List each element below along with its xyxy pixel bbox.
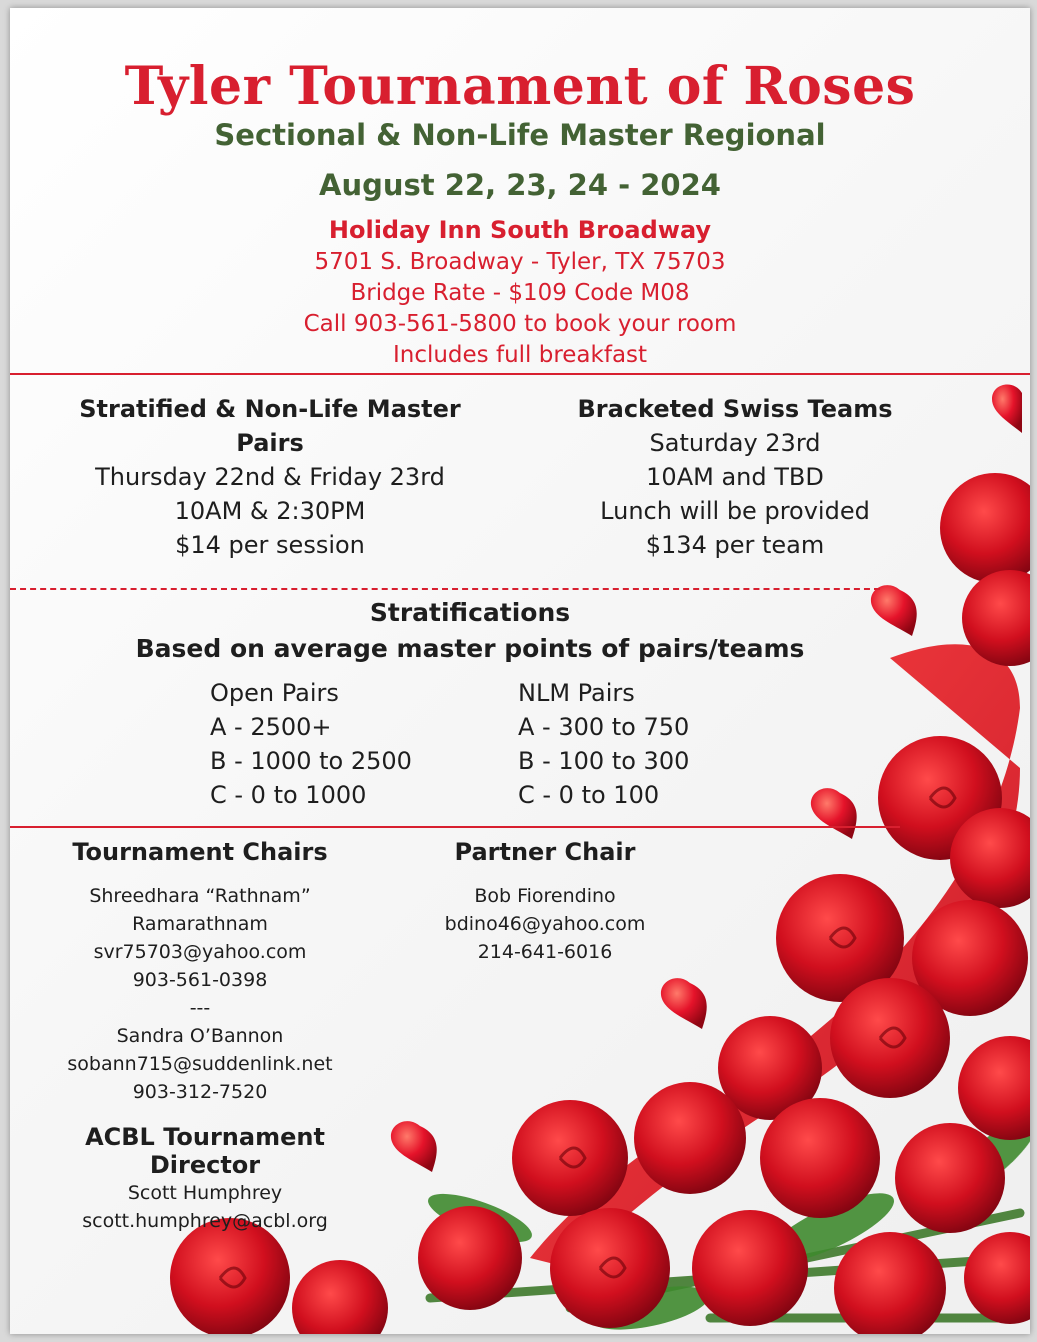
chair1-phone: 903-561-0398 bbox=[132, 969, 268, 991]
nlm-strat-c: C - 0 to 100 bbox=[518, 781, 660, 809]
partner-chair bbox=[410, 838, 680, 966]
pairs-days: Thursday 22nd & Friday 23rd bbox=[95, 463, 445, 491]
nlm-pairs-strats bbox=[518, 676, 689, 812]
pairs-event bbox=[40, 392, 500, 562]
teams-times: 10AM and TBD bbox=[646, 463, 824, 491]
stratifications-title: Stratifications bbox=[369, 598, 571, 627]
chairs-separator: --- bbox=[189, 997, 211, 1019]
hotel-address: 5701 S. Broadway - Tyler, TX 75703 bbox=[314, 249, 726, 275]
hotel-phone: Call 903-561-5800 to book your room bbox=[303, 311, 737, 337]
hotel-rate: Bridge Rate - $109 Code M08 bbox=[350, 280, 690, 306]
chair1-email[interactable]: svr75703@yahoo.com bbox=[93, 941, 307, 963]
partner-email[interactable]: bdino46@yahoo.com bbox=[444, 913, 646, 935]
teams-heading: Bracketed Swiss Teams bbox=[577, 395, 893, 423]
chair2-name: Sandra O’Bannon bbox=[116, 1025, 284, 1047]
chairs-heading: Tournament Chairs bbox=[72, 838, 328, 866]
chair2-phone: 903-312-7520 bbox=[132, 1081, 268, 1103]
hotel-name: Holiday Inn South Broadway bbox=[328, 216, 712, 244]
chair2-email[interactable]: sobann715@suddenlink.net bbox=[67, 1053, 333, 1075]
teams-lunch: Lunch will be provided bbox=[600, 497, 870, 525]
open-strat-c: C - 0 to 1000 bbox=[210, 781, 367, 809]
flyer-page bbox=[10, 8, 1030, 1334]
teams-day: Saturday 23rd bbox=[649, 429, 821, 457]
pairs-heading-line2: Pairs bbox=[236, 429, 304, 457]
pairs-times: 10AM & 2:30PM bbox=[174, 497, 366, 525]
teams-event bbox=[510, 392, 960, 562]
open-strat-a: A - 2500+ bbox=[210, 713, 332, 741]
director-name: Scott Humphrey bbox=[127, 1182, 283, 1204]
chair1-name-line2: Ramarathnam bbox=[132, 913, 268, 935]
event-subtitle: Sectional & Non-Life Master Regional bbox=[214, 118, 826, 152]
hotel-breakfast: Includes full breakfast bbox=[392, 342, 648, 368]
open-strat-b: B - 1000 to 2500 bbox=[210, 747, 412, 775]
divider-dashed bbox=[10, 588, 880, 590]
stratifications-subtitle: Based on average master points of pairs/teams bbox=[135, 634, 805, 663]
teams-fee: $134 per team bbox=[645, 531, 825, 559]
nlm-pairs-heading: NLM Pairs bbox=[518, 679, 635, 707]
nlm-strat-a: A - 300 to 750 bbox=[518, 713, 690, 741]
nlm-strat-b: B - 100 to 300 bbox=[518, 747, 690, 775]
page-title: Tyler Tournament of Roses bbox=[124, 56, 916, 117]
divider-bottom bbox=[10, 826, 900, 828]
partner-heading: Partner Chair bbox=[454, 838, 636, 866]
chair1-name-line1: Shreedhara “Rathnam” bbox=[89, 885, 311, 907]
pairs-fee: $14 per session bbox=[175, 531, 365, 559]
tournament-chairs bbox=[40, 838, 360, 1106]
event-dates: August 22, 23, 24 - 2024 bbox=[319, 168, 721, 202]
open-pairs-heading: Open Pairs bbox=[210, 679, 339, 707]
pairs-heading-line1: Stratified & Non-Life Master bbox=[79, 395, 461, 423]
divider-top bbox=[10, 373, 1030, 375]
partner-name: Bob Fiorendino bbox=[474, 885, 616, 907]
tournament-director bbox=[30, 1123, 380, 1235]
director-heading: ACBL Tournament Director bbox=[85, 1123, 325, 1179]
open-pairs-strats bbox=[210, 676, 412, 812]
partner-phone: 214-641-6016 bbox=[477, 941, 613, 963]
director-email[interactable]: scott.humphrey@acbl.org bbox=[82, 1210, 328, 1232]
